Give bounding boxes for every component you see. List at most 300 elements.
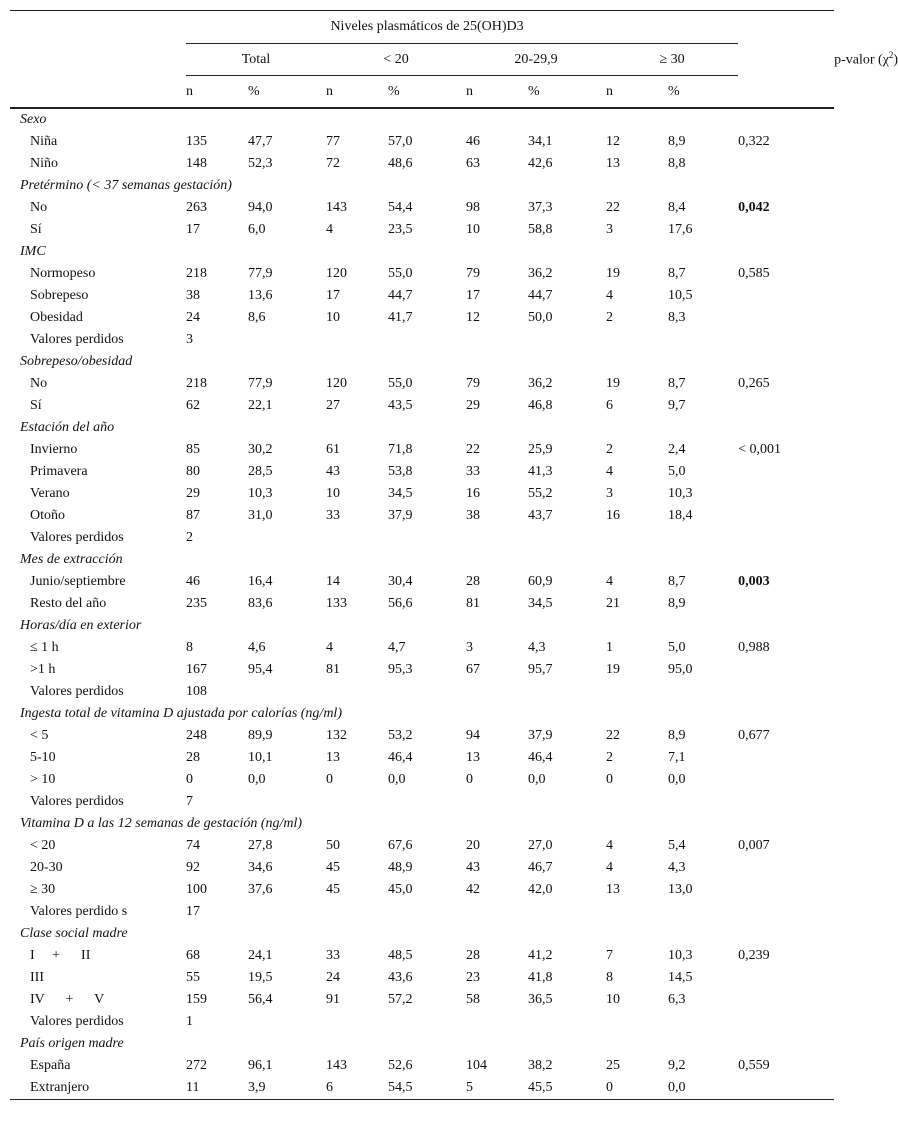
cell-n: 0 <box>606 772 613 787</box>
row-label: >1 h <box>30 662 56 677</box>
cell-n: 22 <box>606 728 620 743</box>
section-header-row <box>10 417 834 439</box>
cell-n: 81 <box>466 596 480 611</box>
cell-n: 2 <box>186 530 193 545</box>
cell-pct <box>248 791 326 813</box>
row-label: Valores perdidos <box>30 794 124 809</box>
cell-pct: 57,2 <box>388 992 413 1007</box>
cell-pct: 38,2 <box>528 1058 553 1073</box>
cell-pct: 8,7 <box>668 376 686 391</box>
table-row <box>10 219 834 241</box>
cell-n: 29 <box>186 486 200 501</box>
cell-pct: 67,6 <box>388 838 413 853</box>
group-title: Niveles plasmáticos de 25(OH)D3 <box>186 11 738 44</box>
cell-pct: 52,6 <box>388 1058 413 1073</box>
cell-n: 19 <box>606 662 620 677</box>
cell-pct: 6,0 <box>248 222 266 237</box>
cell-n <box>606 901 668 923</box>
row-label: Sí <box>30 398 42 413</box>
cell-n: 50 <box>326 838 340 853</box>
cell-n <box>326 681 388 703</box>
cell-pct: 41,7 <box>388 310 413 325</box>
cell-pct: 25,9 <box>528 442 553 457</box>
cell-pct <box>248 901 326 923</box>
cell-n: 159 <box>186 992 207 1007</box>
cell-pct: 28,5 <box>248 464 273 479</box>
cell-n: 3 <box>606 222 613 237</box>
cell-pct: 55,2 <box>528 486 553 501</box>
cell-pct: 34,1 <box>528 134 553 149</box>
section-title: Sexo <box>20 112 47 127</box>
cell-n: 16 <box>466 486 480 501</box>
cell-n: 10 <box>326 310 340 325</box>
cell-pct: 7,1 <box>668 750 686 765</box>
cell-pct <box>528 791 606 813</box>
table-row <box>10 681 834 703</box>
cell-pct: 22,1 <box>248 398 273 413</box>
cell-pct <box>528 1011 606 1033</box>
table-row <box>10 285 834 307</box>
cell-n: 100 <box>186 882 207 897</box>
cell-n: 79 <box>466 266 480 281</box>
row-label: Sobrepeso <box>30 288 89 303</box>
cell-pct: 57,0 <box>388 134 413 149</box>
cell-n: 58 <box>466 992 480 1007</box>
cell-n: 85 <box>186 442 200 457</box>
row-label: ≥ 30 <box>30 882 56 897</box>
cell-pct: 96,1 <box>248 1058 273 1073</box>
section-title: Ingesta total de vitamina D ajustada por calorías (ng/ml) <box>20 706 342 721</box>
cell-n <box>326 901 388 923</box>
cell-pvalue <box>738 967 834 989</box>
cell-n: 43 <box>326 464 340 479</box>
cell-pct: 46,8 <box>528 398 553 413</box>
cell-n: 20 <box>466 838 480 853</box>
vitamin-d-table: Niveles plasmáticos de 25(OH)D3 Total < 20 20-29,9 ≥ 30 p-valor $(\chi^2)$ n % n % n % n % Sexo Niña 135 47,7 77 57,0 46 34,1 12 8,9 0,322 Niño 148 52,3 72 48,6 63 42,6 13 8,8 Pretérmino (< 37 semanas gestación) No 263 94,0 143 54,4 98 37,3 22 8,4 0,042 Sí 17 6,0 4 23,5 10 58,8 3 17,6 IMC Normopeso 218 77,9 120 55,0 79 36,2 19 8,7 0,585 Sobrepeso 38 13,6 17 44,7 17 44,7 4 10,5 Obesidad 24 8,6 10 41,7 12 50,0 2 8,3 Valores perdidos 3 Sobrepeso/obesidad No 218 77,9 120 55,0 79 36,2 19 8,7 0,265 Sí 62 22,1 27 43,5 29 46,8 6 9,7 Estación del año Invierno 85 30,2 61 71,8 22 25,9 2 2,4 < 0,001 Primavera 80 28,5 43 53,8 33 41,3 4 5,0 Verano 29 10,3 10 34,5 16 55,2 3 10,3 Otoño 87 31,0 33 37,9 38 43,7 16 18,4 Valores perdidos 2 Mes de extracción Junio/septiembre 46 16,4 14 30,4 28 60,9 4 8,7 0,003 Resto del año 235 83,6 133 56,6 81 34,5 21 8,9 Horas/día en exterior ≤ 1 h 8 4,6 4 4,7 3 4,3 1 5,0 0,988 >1 h 167 95,4 81 95,3 67 95,7 19 95,0 Valores perdidos 108 Ingesta total de vitamina D ajustada por calorías (ng/ml) < 5 248 89,9 132 53,2 94 37,9 22 8,9 0,677 5-10 28 10,1 13 46,4 13 46,4 2 7,1 > 10 0 0,0 0 0,0 0 0,0 0 0,0 Valores perdidos 7 Vitamina D a las 12 semanas de gestación (ng/ml) < 20 74 27,8 50 67,6 20 27,0 4 5,4 0,007 20-30 92 34,6 45 48,9 43 46,7 4 4,3 ≥ 30 100 37,6 45 45,0 42 42,0 13 13,0 Valores perdido s 17 Clase social madre I + II 68 24,1 33 48,5 28 41,2 7 10,3 0,239 III 55 19,5 24 43,6 23 41,8 8 14,5 IV + V 159 56,4 91 57,2 58 36,5 10 6,3 Valores perdidos 1 País origen madre España 272 96,1 143 52,6 104 38,2 25 9,2 0,559 Extranjero 11 3,9 6 54,5 5 45,5 0 0,0 <box>10 10 834 1100</box>
cell-pct: 0,0 <box>248 772 266 787</box>
row-label: Extranjero <box>10 1077 186 1100</box>
table-row <box>10 439 834 461</box>
cell-n: 8 <box>606 970 613 985</box>
cell-pct: 53,8 <box>388 464 413 479</box>
cell-n: 13 <box>466 750 480 765</box>
cell-pct: 8,4 <box>668 200 686 215</box>
cell-pct: 53,2 <box>388 728 413 743</box>
cell-n: 94 <box>466 728 480 743</box>
cell-n <box>466 1011 528 1033</box>
cell-pct: 46,4 <box>388 750 413 765</box>
cell-pct: 56,6 <box>388 596 413 611</box>
cell-n: 80 <box>186 464 200 479</box>
cell-n: 17 <box>326 288 340 303</box>
cell-pct: 95,3 <box>388 662 413 677</box>
cell-pvalue: 0,677 <box>738 728 770 743</box>
row-label: ≤ 1 h <box>30 640 59 655</box>
cell-pvalue <box>738 989 834 1011</box>
cell-pct: 50,0 <box>528 310 553 325</box>
cell-n: 12 <box>606 134 620 149</box>
cell-pct: 46,7 <box>528 860 553 875</box>
group-header-20-29: 20-29,9 <box>466 44 606 76</box>
cell-n: 46 <box>186 574 200 589</box>
cell-pct: 43,6 <box>388 970 413 985</box>
cell-pct: 23,5 <box>388 222 413 237</box>
cell-pct <box>528 681 606 703</box>
cell-n: 4 <box>326 222 333 237</box>
row-label: Primavera <box>30 464 88 479</box>
cell-n: 28 <box>466 948 480 963</box>
cell-pvalue <box>738 1077 834 1100</box>
cell-pct: 41,3 <box>528 464 553 479</box>
cell-n: 2 <box>606 750 613 765</box>
cell-pct: 41,2 <box>528 948 553 963</box>
cell-pct: 13,0 <box>668 882 693 897</box>
cell-n: 68 <box>186 948 200 963</box>
cell-pct: 44,7 <box>528 288 553 303</box>
cell-n: 3 <box>466 640 473 655</box>
cell-pct <box>668 681 738 703</box>
table-row <box>10 659 834 681</box>
section-header-row <box>10 351 834 373</box>
cell-pct <box>248 1011 326 1033</box>
section-title: Mes de extracción <box>20 552 123 567</box>
table-row <box>10 901 834 923</box>
cell-n: 263 <box>186 200 207 215</box>
cell-pct: 83,6 <box>248 596 273 611</box>
row-label: Valores perdidos <box>30 684 124 699</box>
row-label: Invierno <box>30 442 78 457</box>
sub-n-20-29: n <box>466 76 528 109</box>
cell-n: 0 <box>466 772 473 787</box>
cell-pct: 36,2 <box>528 266 553 281</box>
cell-n <box>466 791 528 813</box>
cell-pct: 16,4 <box>248 574 273 589</box>
cell-pct: 47,7 <box>248 134 273 149</box>
row-label: Sí <box>30 222 42 237</box>
cell-n: 28 <box>466 574 480 589</box>
cell-n: 43 <box>466 860 480 875</box>
cell-pct: 9,2 <box>668 1058 686 1073</box>
cell-pct: 8,9 <box>668 596 686 611</box>
cell-pct: 10,5 <box>668 288 693 303</box>
cell-n: 133 <box>326 596 347 611</box>
cell-pct: 54,5 <box>388 1077 466 1100</box>
table-row <box>10 879 834 901</box>
cell-n: 1 <box>606 640 613 655</box>
cell-pct: 30,4 <box>388 574 413 589</box>
cell-pct <box>668 901 738 923</box>
cell-pvalue: 0,585 <box>738 266 770 281</box>
cell-pct: 45,0 <box>388 882 413 897</box>
cell-n: 11 <box>186 1077 248 1100</box>
cell-n: 74 <box>186 838 200 853</box>
cell-n: 17 <box>186 904 200 919</box>
cell-n: 218 <box>186 376 207 391</box>
cell-pct <box>388 901 466 923</box>
cell-pct: 3,9 <box>248 1077 326 1100</box>
table-row <box>10 747 834 769</box>
cell-pct <box>388 681 466 703</box>
row-label: < 5 <box>30 728 49 743</box>
cell-n: 2 <box>606 310 613 325</box>
cell-n: 27 <box>326 398 340 413</box>
cell-pct: 8,7 <box>668 574 686 589</box>
cell-pct: 58,8 <box>528 222 553 237</box>
cell-pct: 27,0 <box>528 838 553 853</box>
row-label: Niño <box>30 156 58 171</box>
cell-n: 7 <box>606 948 613 963</box>
row-label: III <box>30 970 44 985</box>
cell-pvalue <box>738 1011 834 1033</box>
cell-pct: 55,0 <box>388 376 413 391</box>
section-header-row <box>10 703 834 725</box>
cell-n: 10 <box>606 992 620 1007</box>
cell-pvalue <box>738 395 834 417</box>
table-row <box>10 791 834 813</box>
row-label: Niña <box>30 134 58 149</box>
cell-n <box>606 1011 668 1033</box>
cell-pct: 8,3 <box>668 310 686 325</box>
cell-pvalue: 0,988 <box>738 640 770 655</box>
cell-n: 4 <box>606 288 613 303</box>
cell-n: 42 <box>466 882 480 897</box>
cell-pct: 77,9 <box>248 376 273 391</box>
cell-n: 29 <box>466 398 480 413</box>
section-header-row <box>10 923 834 945</box>
cell-n: 98 <box>466 200 480 215</box>
row-label: Junio/septiembre <box>30 574 126 589</box>
cell-n: 81 <box>326 662 340 677</box>
cell-n: 120 <box>326 266 347 281</box>
cell-pct: 48,6 <box>388 156 413 171</box>
cell-n <box>466 329 528 351</box>
cell-pct: 89,9 <box>248 728 273 743</box>
cell-n: 135 <box>186 134 207 149</box>
row-label: Obesidad <box>30 310 83 325</box>
cell-pct: 41,8 <box>528 970 553 985</box>
row-label: Valores perdidos <box>30 1014 124 1029</box>
cell-pct: 6,3 <box>668 992 686 1007</box>
cell-n: 63 <box>466 156 480 171</box>
cell-pct: 8,9 <box>668 728 686 743</box>
cell-pct: 8,6 <box>248 310 266 325</box>
cell-n: 21 <box>606 596 620 611</box>
cell-pct: 0,0 <box>388 772 406 787</box>
cell-pct: 13,6 <box>248 288 273 303</box>
cell-pvalue: 0,559 <box>738 1058 770 1073</box>
row-label: < 20 <box>30 838 56 853</box>
cell-pvalue <box>738 329 834 351</box>
cell-pct: 4,3 <box>528 640 546 655</box>
cell-n: 91 <box>326 992 340 1007</box>
table-row <box>10 505 834 527</box>
row-label: I + II <box>30 948 91 963</box>
cell-n: 23 <box>466 970 480 985</box>
table-row <box>10 593 834 615</box>
cell-n <box>606 791 668 813</box>
sub-n-ge30: n <box>606 76 668 109</box>
cell-pct: 2,4 <box>668 442 686 457</box>
cell-pct <box>668 329 738 351</box>
section-title: Vitamina D a las 12 semanas de gestación (ng/ml) <box>20 816 303 831</box>
cell-pct <box>668 1011 738 1033</box>
cell-n: 248 <box>186 728 207 743</box>
table-row <box>10 153 834 175</box>
cell-pvalue: 0,322 <box>738 134 770 149</box>
cell-pct: 5,0 <box>668 464 686 479</box>
cell-pct: 95,0 <box>668 662 693 677</box>
cell-n: 6 <box>326 1077 388 1100</box>
cell-pct: 77,9 <box>248 266 273 281</box>
section-title: Estación del año <box>20 420 115 435</box>
cell-n: 22 <box>606 200 620 215</box>
cell-pvalue <box>738 307 834 329</box>
cell-pct: 27,8 <box>248 838 273 853</box>
table-row <box>10 725 834 747</box>
cell-n <box>606 329 668 351</box>
cell-n: 167 <box>186 662 207 677</box>
cell-pvalue <box>738 153 834 175</box>
cell-n: 62 <box>186 398 200 413</box>
cell-pct: 8,8 <box>668 156 686 171</box>
cell-n: 3 <box>186 332 193 347</box>
cell-n: 33 <box>326 948 340 963</box>
cell-pct: 30,2 <box>248 442 273 457</box>
cell-n: 61 <box>326 442 340 457</box>
section-header-row <box>10 241 834 263</box>
cell-pct: 37,6 <box>248 882 273 897</box>
cell-pct: 52,3 <box>248 156 273 171</box>
cell-n: 19 <box>606 376 620 391</box>
cell-n: 16 <box>606 508 620 523</box>
cell-pvalue: < 0,001 <box>738 442 782 457</box>
cell-pvalue: 0,239 <box>738 948 770 963</box>
sub-pct-ge30: % <box>668 76 738 109</box>
cell-n: 24 <box>186 310 200 325</box>
cell-n <box>466 681 528 703</box>
section-header-row <box>10 175 834 197</box>
cell-pct: 10,3 <box>668 948 693 963</box>
table-row <box>10 527 834 549</box>
row-label: Normopeso <box>30 266 96 281</box>
cell-n: 12 <box>466 310 480 325</box>
cell-n: 87 <box>186 508 200 523</box>
cell-pct: 5,0 <box>668 640 686 655</box>
cell-pct: 17,6 <box>668 222 693 237</box>
table-row <box>10 769 834 791</box>
cell-n: 77 <box>326 134 340 149</box>
cell-pct: 10,3 <box>248 486 273 501</box>
cell-n: 0 <box>186 772 193 787</box>
cell-n <box>326 1011 388 1033</box>
cell-pct: 94,0 <box>248 200 273 215</box>
table-row <box>10 395 834 417</box>
cell-n: 67 <box>466 662 480 677</box>
cell-pct: 8,7 <box>668 266 686 281</box>
cell-n: 25 <box>606 1058 620 1073</box>
section-header-row <box>10 813 834 835</box>
cell-pvalue <box>738 879 834 901</box>
cell-n: 79 <box>466 376 480 391</box>
cell-pvalue <box>738 285 834 307</box>
cell-pvalue <box>738 593 834 615</box>
table-row <box>10 197 834 219</box>
table-row <box>10 571 834 593</box>
row-label: Resto del año <box>30 596 107 611</box>
cell-pvalue <box>738 857 834 879</box>
cell-pct: 19,5 <box>248 970 273 985</box>
sub-pct-lt20: % <box>388 76 466 109</box>
cell-pct: 18,4 <box>668 508 693 523</box>
cell-n: 143 <box>326 1058 347 1073</box>
cell-pct: 8,9 <box>668 134 686 149</box>
cell-n: 10 <box>466 222 480 237</box>
sub-pct-total: % <box>248 76 326 109</box>
cell-pvalue: 0,003 <box>738 574 770 589</box>
cell-pct: 55,0 <box>388 266 413 281</box>
cell-pct: 10,1 <box>248 750 273 765</box>
cell-pct: 0,0 <box>668 1077 738 1100</box>
row-label: Valores perdidos <box>30 530 124 545</box>
section-title: Clase social madre <box>20 926 128 941</box>
cell-pct: 34,5 <box>528 596 553 611</box>
cell-n: 4 <box>606 860 613 875</box>
table-row <box>10 329 834 351</box>
cell-n: 120 <box>326 376 347 391</box>
cell-pct: 14,5 <box>668 970 693 985</box>
cell-pct: 0,0 <box>668 772 686 787</box>
cell-n: 45 <box>326 882 340 897</box>
cell-n: 4 <box>606 464 613 479</box>
cell-pct <box>388 1011 466 1033</box>
cell-n <box>326 527 388 549</box>
cell-pct <box>248 329 326 351</box>
cell-n: 132 <box>326 728 347 743</box>
cell-pct <box>668 791 738 813</box>
cell-pct: 43,7 <box>528 508 553 523</box>
data-table-container <box>10 10 898 1100</box>
cell-pct: 46,4 <box>528 750 553 765</box>
cell-n: 104 <box>466 1058 487 1073</box>
cell-n: 55 <box>186 970 200 985</box>
cell-pct: 31,0 <box>248 508 273 523</box>
section-header-row <box>10 1033 834 1055</box>
cell-n <box>326 791 388 813</box>
cell-n <box>326 329 388 351</box>
cell-n: 4 <box>606 574 613 589</box>
cell-pct: 44,7 <box>388 288 413 303</box>
table-row <box>10 857 834 879</box>
table-row <box>10 483 834 505</box>
cell-pct: 4,6 <box>248 640 266 655</box>
row-label: Valores perdidos <box>30 332 124 347</box>
cell-pct: 37,9 <box>388 508 413 523</box>
cell-pvalue <box>738 681 834 703</box>
cell-n: 0 <box>326 772 333 787</box>
cell-n <box>466 901 528 923</box>
cell-n: 218 <box>186 266 207 281</box>
table-row <box>10 461 834 483</box>
cell-pct: 4,7 <box>388 640 406 655</box>
row-label: > 10 <box>30 772 56 787</box>
cell-pct: 34,6 <box>248 860 273 875</box>
cell-n <box>606 681 668 703</box>
row-label: Valores perdido s <box>30 904 128 919</box>
cell-pvalue <box>738 461 834 483</box>
cell-pct <box>528 329 606 351</box>
section-title: Pretérmino (< 37 semanas gestación) <box>20 178 232 193</box>
cell-pct: 42,0 <box>528 882 553 897</box>
